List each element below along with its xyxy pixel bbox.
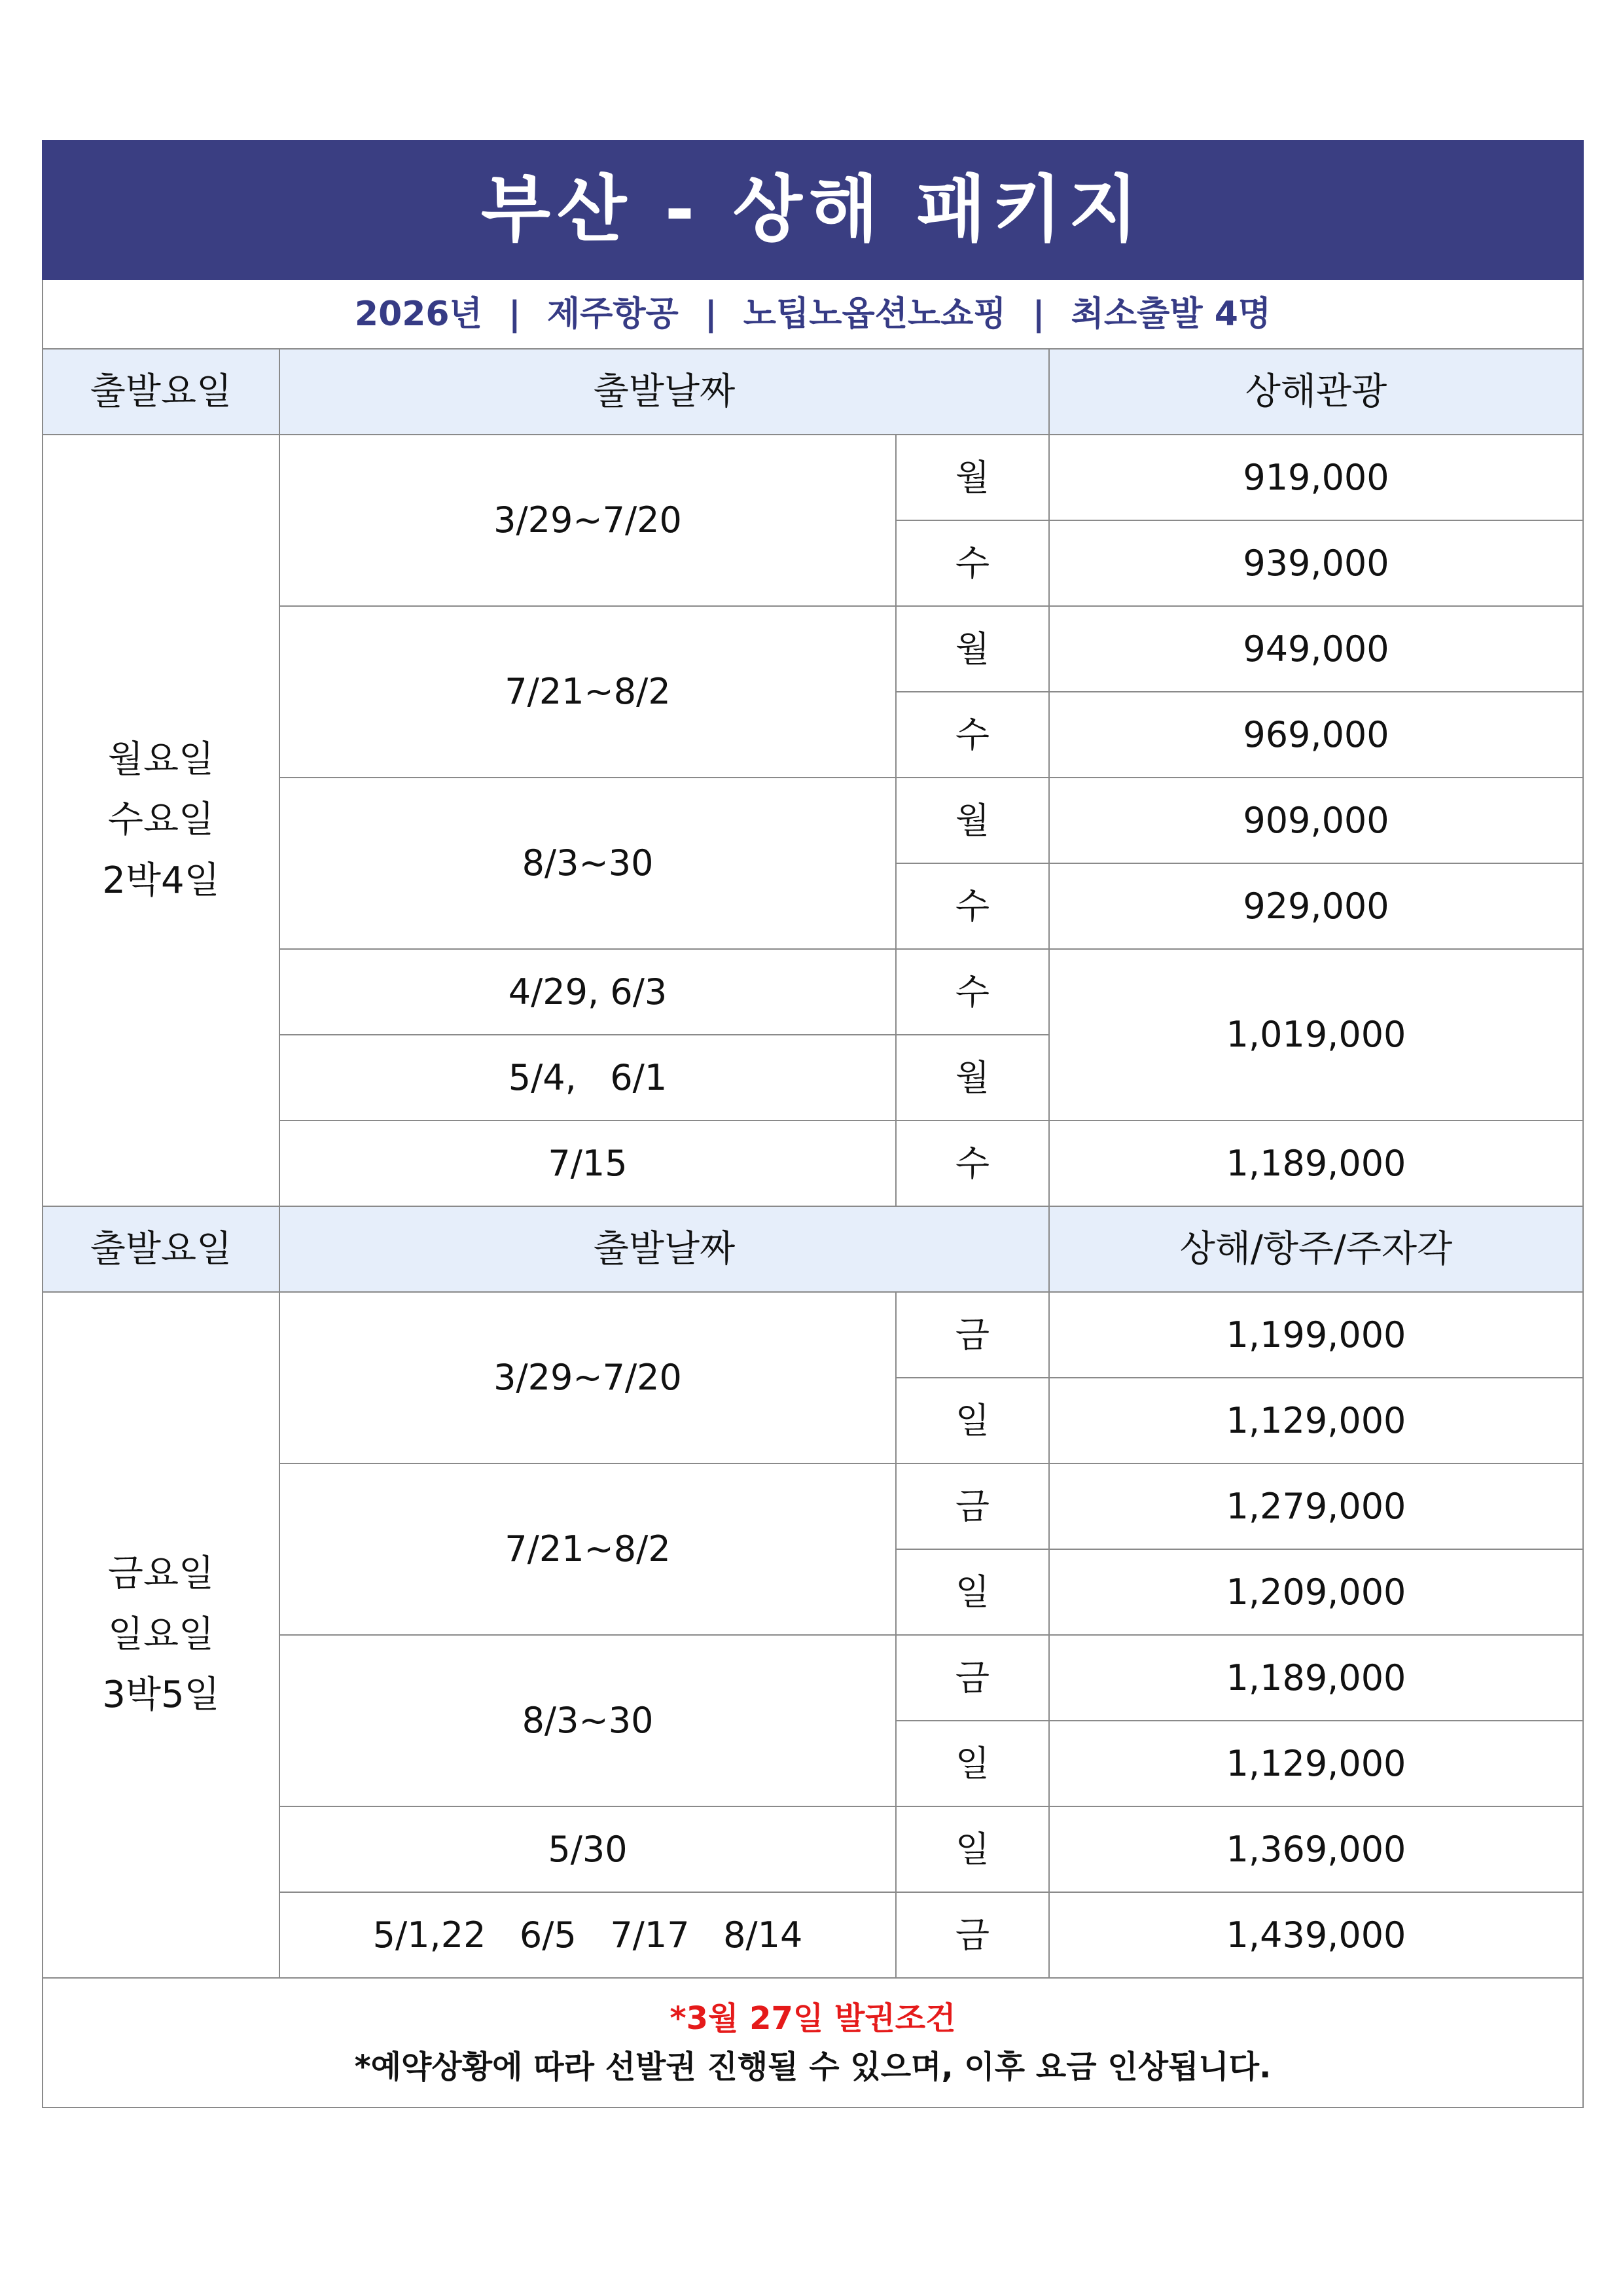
group-line: 수요일: [107, 798, 215, 842]
price-cell: 1,189,000: [1049, 1635, 1583, 1721]
price-cell: 1,439,000: [1049, 1892, 1583, 1978]
weekday-cell: 일: [896, 1378, 1049, 1463]
departure-group-mon-wed: [43, 435, 279, 1206]
price-cell: 909,000: [1049, 778, 1583, 863]
price-cell: 1,199,000: [1049, 1292, 1583, 1378]
price-cell: 969,000: [1049, 692, 1583, 778]
conditions-label: 노팁노옵션노쇼핑: [743, 294, 1007, 334]
price-cell: 1,019,000: [1049, 949, 1583, 1121]
group-line: 월요일: [107, 738, 215, 781]
date-range-cell: 3/29~7/20: [279, 435, 896, 606]
date-range-cell: 8/3~30: [279, 1635, 896, 1806]
price-table: [42, 140, 1584, 2108]
group-line: 3박5일: [102, 1674, 220, 1717]
price-cell: 1,129,000: [1049, 1378, 1583, 1463]
weekday-cell: 금: [896, 1292, 1049, 1378]
price-cell: 919,000: [1049, 435, 1583, 520]
weekday-cell: 수: [896, 949, 1049, 1035]
weekday-cell: 금: [896, 1635, 1049, 1721]
min-departure-label: 최소출발 4명: [1071, 294, 1272, 334]
header-departure-day: 출발요일: [43, 1206, 279, 1292]
weekday-cell: 수: [896, 692, 1049, 778]
separator: |: [1032, 294, 1045, 334]
price-cell: 1,189,000: [1049, 1121, 1583, 1206]
date-range-cell: 3/29~7/20: [279, 1292, 896, 1463]
price-cell: 1,129,000: [1049, 1721, 1583, 1806]
group-line: 일요일: [107, 1613, 215, 1656]
weekday-cell: 일: [896, 1721, 1049, 1806]
date-range-cell: 7/21~8/2: [279, 1463, 896, 1635]
airline-label: 제주항공: [546, 294, 679, 334]
header-price-shanghai-hangzhou-zhujiajiao: 상해/항주/주자각: [1049, 1206, 1583, 1292]
separator: |: [508, 294, 521, 334]
separator: |: [704, 294, 717, 334]
weekday-cell: 수: [896, 863, 1049, 949]
date-range-cell: 5/1,22 6/5 7/17 8/14: [279, 1892, 896, 1978]
date-range-cell: 7/21~8/2: [279, 606, 896, 778]
weekday-cell: 일: [896, 1549, 1049, 1635]
header-departure-date: 출발날짜: [279, 349, 1049, 435]
package-info-bar: [43, 279, 1583, 349]
price-cell: 1,369,000: [1049, 1806, 1583, 1892]
year-label: 2026년: [354, 294, 482, 334]
date-range-cell: 5/4, 6/1: [279, 1035, 896, 1121]
weekday-cell: 금: [896, 1463, 1049, 1549]
weekday-cell: 월: [896, 1035, 1049, 1121]
header-price-shanghai-tour: 상해관광: [1049, 349, 1583, 435]
ticketing-condition-note: *3월 27일 발권조건: [669, 2000, 956, 2037]
weekday-cell: 수: [896, 520, 1049, 606]
date-range-cell: 7/15: [279, 1121, 896, 1206]
date-range-cell: 8/3~30: [279, 778, 896, 949]
weekday-cell: 월: [896, 778, 1049, 863]
group-line: 2박4일: [102, 859, 220, 902]
date-range-cell: 5/30: [279, 1806, 896, 1892]
weekday-cell: 금: [896, 1892, 1049, 1978]
header-departure-day: 출발요일: [43, 349, 279, 435]
price-cell: 1,209,000: [1049, 1549, 1583, 1635]
weekday-cell: 월: [896, 606, 1049, 692]
price-cell: 1,279,000: [1049, 1463, 1583, 1549]
page-title: 부산 - 상해 패키지: [43, 141, 1583, 279]
departure-group-fri-sun: [43, 1292, 279, 1978]
table-row: [43, 435, 1583, 520]
footer-notes: [43, 1978, 1583, 2108]
weekday-cell: 일: [896, 1806, 1049, 1892]
header-departure-date: 출발날짜: [279, 1206, 1049, 1292]
date-range-cell: 4/29, 6/3: [279, 949, 896, 1035]
table-row: [43, 1292, 1583, 1378]
weekday-cell: 수: [896, 1121, 1049, 1206]
group-line: 금요일: [107, 1552, 215, 1596]
price-cell: 949,000: [1049, 606, 1583, 692]
price-cell: 929,000: [1049, 863, 1583, 949]
price-cell: 939,000: [1049, 520, 1583, 606]
price-increase-note: *예약상황에 따라 선발권 진행될 수 있으며, 이후 요금 인상됩니다.: [354, 2049, 1272, 2085]
weekday-cell: 월: [896, 435, 1049, 520]
